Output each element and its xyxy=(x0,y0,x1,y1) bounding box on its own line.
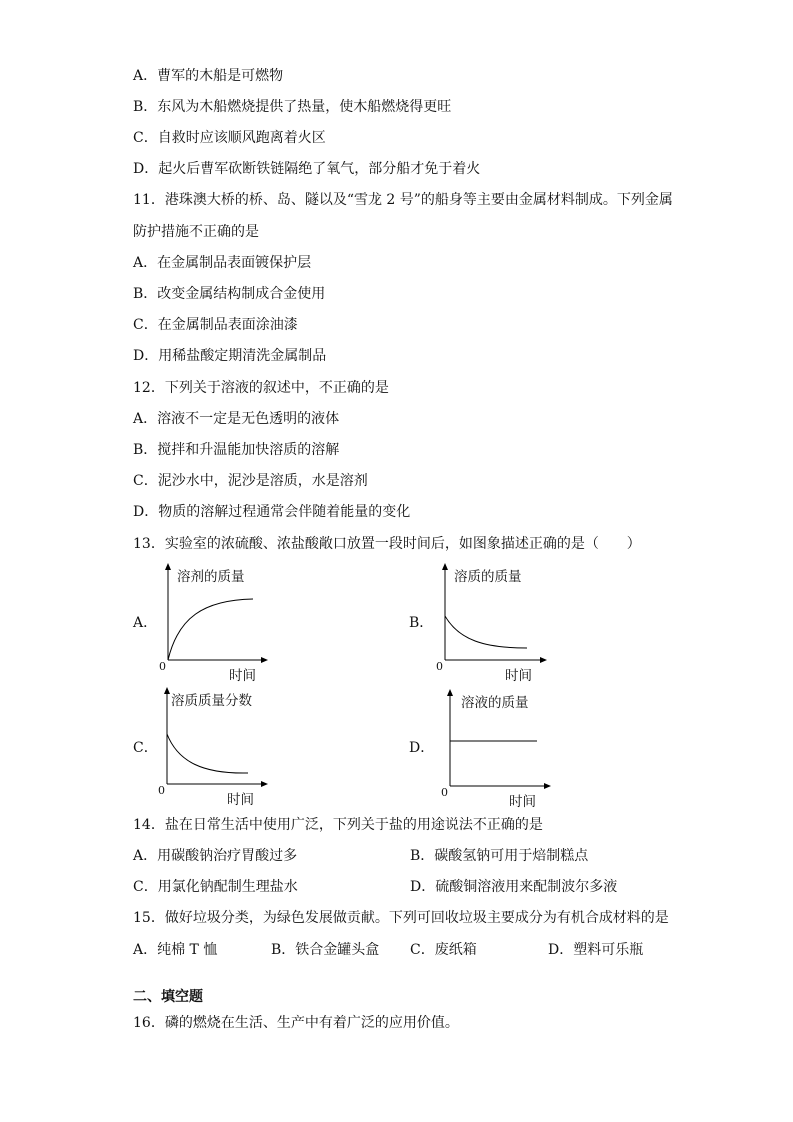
q11-option-a: A．在金属制品表面镀保护层 xyxy=(133,255,312,271)
graph-a-xlabel: 时间 xyxy=(229,668,256,684)
q14-option-c: C．用氯化钠配制生理盐水 xyxy=(133,879,298,895)
q11-option-b: B．改变金属结构制成合金使用 xyxy=(133,286,326,302)
q15-option-a: A．纯棉 T 恤 xyxy=(133,942,218,958)
graph-b-option-label: B． xyxy=(409,615,434,631)
q11-option-d: D．用稀盐酸定期清洗金属制品 xyxy=(133,348,327,364)
graph-a-x-arrow xyxy=(261,657,268,663)
graph-c-y-arrow xyxy=(164,687,170,694)
q12-option-d: D．物质的溶解过程通常会伴随着能量的变化 xyxy=(133,504,411,520)
q11-option-c: C．在金属制品表面涂油漆 xyxy=(133,317,298,333)
q11-stem-line1: 11．港珠澳大桥的桥、岛、隧以及“雪龙 2 号”的船身等主要由金属材料制成。下列金属 xyxy=(133,192,673,208)
graph-b-curve xyxy=(445,616,527,648)
graph-a-curve xyxy=(168,599,253,660)
graph-a-y-arrow xyxy=(165,563,171,570)
q14-option-d: D．硫酸铜溶液用来配制波尔多液 xyxy=(410,879,618,895)
graph-d-origin: 0 xyxy=(441,786,448,799)
graph-d-ylabel: 溶液的质量 xyxy=(461,695,529,711)
graph-d-x-arrow xyxy=(544,783,551,789)
q15-option-b: B．铁合金罐头盒 xyxy=(271,942,380,958)
q15-option-c: C．废纸箱 xyxy=(410,942,477,958)
graph-c-curve xyxy=(167,734,248,773)
graph-a-option-label: A． xyxy=(133,615,158,631)
q14-option-a: A．用碳酸钠治疗胃酸过多 xyxy=(133,848,298,864)
q12-option-a: A．溶液不一定是无色透明的液体 xyxy=(133,411,340,427)
q15-option-d: D．塑料可乐瓶 xyxy=(548,942,644,958)
graph-a-ylabel: 溶剂的质量 xyxy=(177,569,245,585)
graph-d-option-label: D． xyxy=(409,740,435,756)
q14-option-b: B．碳酸氢钠可用于焙制糕点 xyxy=(410,848,589,864)
q10-option-b: B．东风为木船燃烧提供了热量，使木船燃烧得更旺 xyxy=(133,99,452,115)
graph-a xyxy=(133,560,273,685)
graph-b-origin: 0 xyxy=(436,660,443,673)
q10-option-a: A．曹军的木船是可燃物 xyxy=(133,68,284,84)
graph-d-y-arrow xyxy=(447,689,453,696)
graph-c-ylabel: 溶质质量分数 xyxy=(171,693,252,709)
q12-option-b: B．搅拌和升温能加快溶质的溶解 xyxy=(133,442,340,458)
graph-c-xlabel: 时间 xyxy=(227,792,254,808)
q10-option-d: D．起火后曹军砍断铁链隔绝了氧气，部分船才免于着火 xyxy=(133,161,481,177)
graph-c-option-label: C． xyxy=(133,740,158,756)
q14-stem: 14．盐在日常生活中使用广泛，下列关于盐的用途说法不正确的是 xyxy=(133,817,543,833)
graph-d-xlabel: 时间 xyxy=(509,794,536,810)
graph-a-origin: 0 xyxy=(159,660,166,673)
graph-b xyxy=(409,560,549,685)
q15-stem: 15．做好垃圾分类，为绿色发展做贡献。下列可回收垃圾主要成分为有机合成材料的是 xyxy=(133,910,669,926)
q12-stem: 12．下列关于溶液的叙述中，不正确的是 xyxy=(133,380,389,396)
graph-d xyxy=(409,686,554,811)
q16-stem: 16．磷的燃烧在生活、生产中有着广泛的应用价值。 xyxy=(133,1015,459,1031)
graph-b-x-arrow xyxy=(540,657,547,663)
q10-option-c: C．自救时应该顺风跑离着火区 xyxy=(133,130,326,146)
graph-c xyxy=(133,684,273,809)
section-title-fill-in: 二、填空题 xyxy=(133,989,203,1005)
graph-c-x-arrow xyxy=(261,781,268,787)
q12-option-c: C．泥沙水中，泥沙是溶质，水是溶剂 xyxy=(133,473,368,489)
graph-b-xlabel: 时间 xyxy=(505,668,532,684)
q13-stem: 13．实验室的浓硫酸、浓盐酸敞口放置一段时间后，如图象描述正确的是（ ） xyxy=(133,536,641,552)
graph-c-origin: 0 xyxy=(158,784,165,797)
q11-stem-line2: 防护措施不正确的是 xyxy=(133,224,259,240)
graph-b-y-arrow xyxy=(442,563,448,570)
graph-b-ylabel: 溶质的质量 xyxy=(454,569,522,585)
